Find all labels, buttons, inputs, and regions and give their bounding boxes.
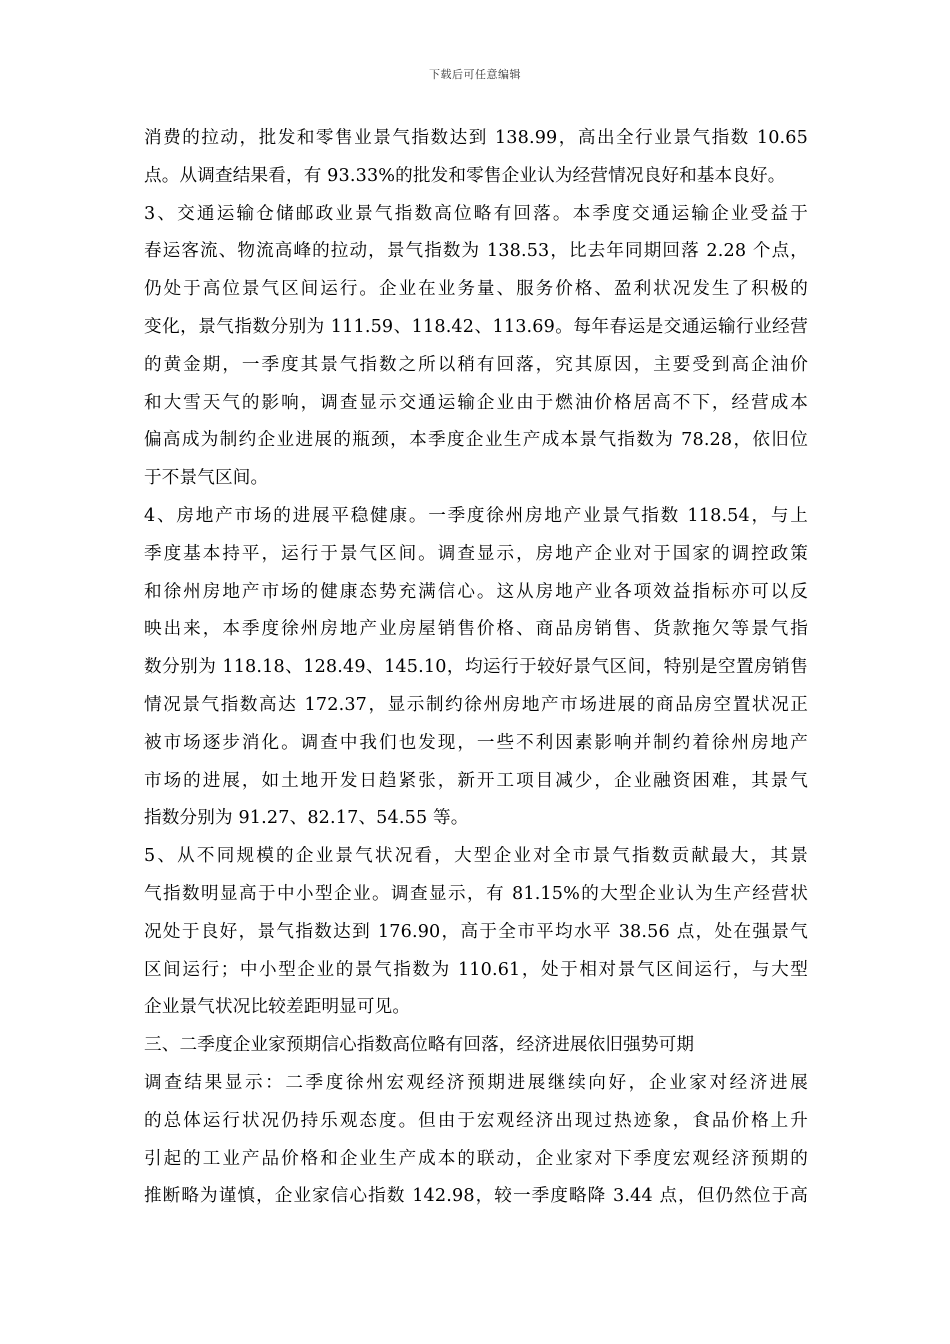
text-line: 和大雪天气的影响，调查显示交通运输企业由于燃油价格居高不下，经营成本 — [144, 392, 808, 413]
text-line: 消费的拉动，批发和零售业景气指数达到 138.99，高出全行业景气指数 10.65 — [144, 128, 808, 148]
text-line: 况处于良好，景气指数达到 176.90，高于全市平均水平 38.56 点，处在强景气 — [144, 921, 808, 942]
text-line: 情况景气指数高达 172.37，显示制约徐州房地产市场进展的商品房空置状况正 — [144, 694, 808, 715]
text-line: 三、二季度企业家预期信心指数高位略有回落，经济进展依旧强势可期 — [144, 1035, 695, 1056]
text-line: 引起的工业产品价格和企业生产成本的联动，企业家对下季度宏观经济预期的 — [144, 1148, 808, 1169]
text-line: 春运客流、物流高峰的拉动，景气指数为 138.53，比去年同期回落 2.28 个点， — [144, 241, 808, 262]
text-line: 映出来，本季度徐州房地产业房屋销售价格、商品房销售、货款拖欠等景气指 — [144, 619, 808, 640]
text-line: 市场的进展，如土地开发日趋紧张，新开工项目减少，企业融资困难，其景气 — [144, 770, 808, 791]
text-line: 变化，景气指数分别为 111.59、118.42、113.69。每年春运是交通运输行业经营 — [144, 316, 808, 337]
text-line: 推断略为谨慎，企业家信心指数 142.98，较一季度略降 3.44 点，但仍然位于高 — [144, 1186, 808, 1207]
text-line: 的总体运行状况仍持乐观态度。但由于宏观经济出现过热迹象，食品价格上升 — [144, 1110, 808, 1131]
text-line: 于不景气区间。 — [144, 468, 269, 489]
text-line: 和徐州房地产市场的健康态势充满信心。这从房地产业各项效益指标亦可以反 — [144, 581, 808, 602]
text-line: 3、交通运输仓储邮政业景气指数高位略有回落。本季度交通运输企业受益于 — [144, 203, 808, 224]
text-line: 5、从不同规模的企业景气状况看，大型企业对全市景气指数贡献最大，其景 — [144, 846, 808, 867]
document-body — [144, 120, 808, 1216]
text-line: 指数分别为 91.27、82.17、54.55 等。 — [144, 808, 469, 829]
text-line: 气指数明显高于中小型企业。调查显示，有 81.15%的大型企业认为生产经营状 — [144, 883, 808, 904]
text-line: 偏高成为制约企业进展的瓶颈，本季度企业生产成本景气指数为 78.28，依旧位 — [144, 430, 808, 451]
text-line: 企业景气状况比较差距明显可见。 — [144, 997, 411, 1018]
text-line: 被市场逐步消化。调查中我们也发现，一些不利因素影响并制约着徐州房地产 — [144, 732, 808, 753]
text-line: 数分别为 118.18、128.49、145.10，均运行于较好景气区间，特别是空置房销售 — [144, 657, 808, 678]
text-line: 季度基本持平，运行于景气区间。调查显示，房地产企业对于国家的调控政策 — [144, 543, 808, 564]
text-line: 仍处于高位景气区间运行。企业在业务量、服务价格、盈利状况发生了积极的 — [144, 279, 808, 300]
page-header: 下载后可任意编辑 — [429, 68, 521, 81]
text-line: 4、房地产市场的进展平稳健康。一季度徐州房地产业景气指数 118.54，与上 — [144, 505, 808, 526]
text-line: 点。从调查结果看，有 93.33%的批发和零售企业认为经营情况良好和基本良好。 — [144, 165, 786, 186]
text-line: 区间运行；中小型企业的景气指数为 110.61，处于相对景气区间运行，与大型 — [144, 959, 808, 980]
text-line: 的黄金期，一季度其景气指数之所以稍有回落，究其原因，主要受到高企油价 — [144, 354, 808, 375]
text-line: 调查结果显示：二季度徐州宏观经济预期进展继续向好，企业家对经济进展 — [144, 1072, 808, 1093]
